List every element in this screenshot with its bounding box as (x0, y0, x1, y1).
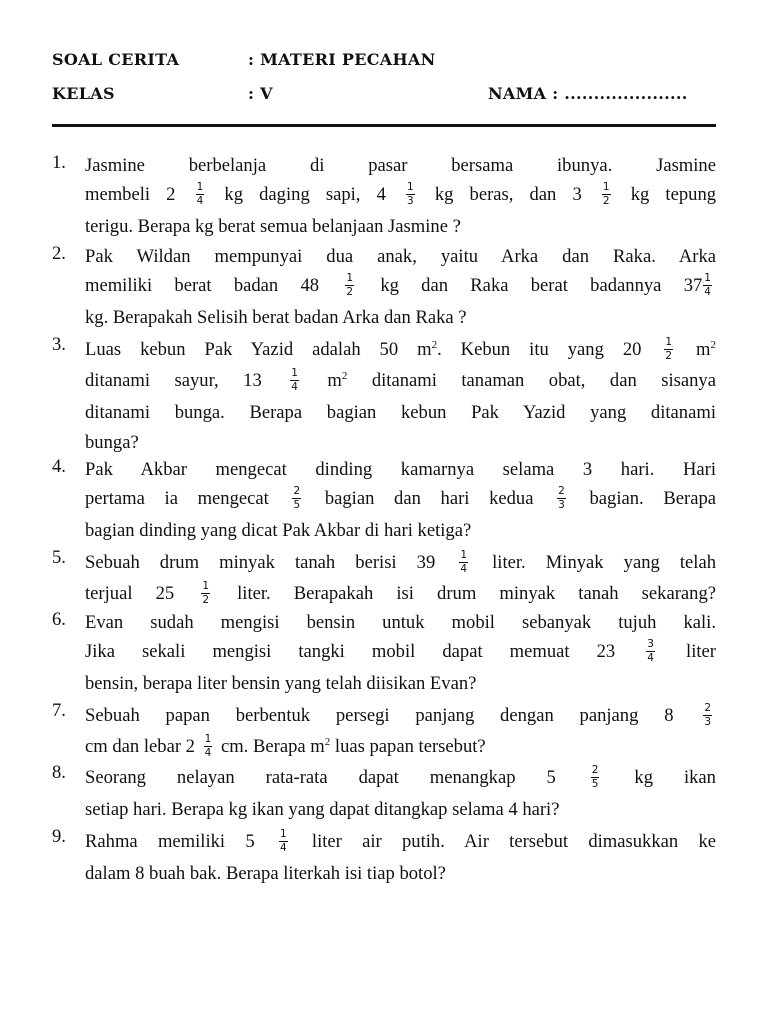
text: Rahma memiliki 5 (85, 831, 255, 852)
numerator: 1 (460, 549, 468, 562)
denominator: 2 (665, 350, 673, 363)
denominator: 4 (460, 563, 468, 576)
denominator: 2 (202, 594, 209, 607)
question-1 (52, 152, 716, 243)
question-8 (52, 762, 716, 826)
question-line (85, 179, 716, 210)
materi-label: : MATERI PECAHAN (248, 50, 436, 69)
question-line (85, 700, 716, 731)
numerator: 3 (647, 638, 654, 651)
question-line: Pak Wildan mempunyai dua anak, yaitu Arka dan Raka. Arka (85, 246, 716, 267)
question-line (85, 547, 716, 578)
question-line (85, 731, 716, 762)
text: luas papan tersebut? (334, 736, 486, 757)
denominator: 3 (407, 195, 414, 208)
question-number: 1. (52, 152, 66, 173)
question-number: 6. (52, 609, 66, 630)
question-line: dalam 8 buah bak. Berapa literkah isi tiap botol? (85, 863, 446, 884)
text: kg ikan (634, 767, 716, 788)
question-line: ditanami bunga. Berapa bagian kebun Pak Yazid yang ditanami (85, 402, 716, 423)
text: membeli 2 (85, 184, 176, 205)
question-line: Pak Akbar mengecat dinding kamarnya selama 3 hari. Hari (85, 459, 716, 480)
question-number: 4. (52, 456, 66, 477)
text: bagian dan hari kedua (324, 488, 534, 509)
fraction (703, 703, 712, 728)
question-number: 8. (52, 762, 66, 783)
question-number: 7. (52, 700, 66, 721)
question-list (52, 152, 716, 890)
numerator: 1 (602, 181, 610, 194)
question-2 (52, 243, 716, 334)
question-line (85, 636, 716, 667)
text: . Kebun itu yang 20 (437, 339, 642, 360)
kelas-label: KELAS (52, 84, 115, 103)
text: pertama ia mengecat (85, 488, 269, 509)
text: cm dan lebar 2 (85, 736, 195, 757)
numerator: 1 (704, 272, 711, 285)
fraction (591, 765, 600, 790)
question-line: Jasmine berbelanja di pasar bersama ibunya. Jasmine (85, 155, 716, 176)
text: liter. Berapakah isi drum minyak tanah sekarang? (237, 583, 716, 604)
question-line (85, 578, 716, 609)
fraction (290, 368, 299, 393)
text: Luas kebun Pak Yazid adalah 50 m (85, 339, 432, 360)
numerator: 1 (291, 367, 298, 380)
fraction (292, 486, 301, 511)
question-line: terigu. Berapa kg berat semua belanjaan Jasmine ? (85, 216, 461, 237)
text: terjual 25 (85, 583, 175, 604)
denominator: 4 (704, 286, 711, 299)
numerator: 1 (196, 181, 204, 194)
question-line (85, 762, 716, 793)
text: bagian. Berapa (589, 488, 716, 509)
fraction (345, 273, 354, 298)
denominator: 5 (293, 499, 301, 512)
denominator: 4 (647, 652, 654, 665)
text: kg dan Raka berat badannya 37 (380, 275, 703, 296)
question-9 (52, 826, 716, 890)
numerator: 1 (279, 828, 287, 841)
question-line: bensin, berapa liter bensin yang telah diisikan Evan? (85, 673, 477, 694)
denominator: 4 (291, 381, 298, 394)
soal-cerita-label: SOAL CERITA (52, 50, 180, 69)
numerator: 1 (346, 272, 354, 285)
text: ditanami sayur, 13 (85, 370, 262, 391)
numerator: 2 (293, 485, 301, 498)
question-line: bagian dinding yang dicat Pak Akbar di hari ketiga? (85, 520, 472, 541)
text: ditanami tanaman obat, dan sisanya (371, 370, 716, 391)
text: memiliki berat badan 48 (85, 275, 320, 296)
question-5 (52, 547, 716, 609)
text: m (696, 339, 711, 360)
numerator: 2 (591, 764, 599, 777)
text: Jika sekali mengisi tangki mobil dapat memuat 23 (85, 641, 616, 662)
denominator: 4 (204, 747, 212, 760)
fraction (557, 486, 566, 511)
superscript: 2 (710, 339, 716, 351)
denominator: 3 (704, 716, 712, 729)
question-6 (52, 609, 716, 700)
text: Sebuah drum minyak tanah berisi 39 (85, 552, 436, 573)
denominator: 4 (279, 842, 287, 855)
question-3 (52, 334, 716, 456)
numerator: 1 (202, 580, 209, 593)
text: Sebuah papan berbentuk persegi panjang dengan panjang 8 (85, 705, 674, 726)
question-number: 5. (52, 547, 66, 568)
question-line (85, 365, 716, 396)
question-line (85, 826, 716, 857)
question-line (85, 483, 716, 514)
fraction (664, 337, 673, 362)
superscript: 2 (341, 370, 348, 382)
denominator: 4 (196, 195, 204, 208)
text: cm. Berapa m (220, 736, 325, 757)
question-line: kg. Berapakah Selisih berat badan Arka dan Raka ? (85, 307, 467, 328)
numerator: 1 (665, 336, 673, 349)
text: liter (686, 641, 716, 662)
kelas-value: : V (248, 84, 273, 103)
fraction (201, 581, 210, 606)
text: liter. Minyak yang telah (492, 552, 716, 573)
text: kg daging sapi, 4 (224, 184, 386, 205)
question-line: Evan sudah mengisi bensin untuk mobil sebanyak tujuh kali. (85, 612, 716, 633)
denominator: 2 (346, 286, 354, 299)
superscript: 2 (431, 339, 438, 351)
text: kg beras, dan 3 (434, 184, 582, 205)
question-4 (52, 456, 716, 547)
fraction (459, 550, 468, 575)
text: kg tepung (630, 184, 717, 205)
superscript: 2 (324, 736, 331, 748)
denominator: 3 (558, 499, 565, 512)
fraction (406, 182, 415, 207)
numerator: 1 (407, 181, 414, 194)
fraction (703, 273, 712, 298)
header-divider (52, 124, 716, 127)
question-line: setiap hari. Berapa kg ikan yang dapat ditangkap selama 4 hari? (85, 799, 560, 820)
fraction (602, 182, 611, 207)
text: Seorang nelayan rata-rata dapat menangkap 5 (85, 767, 556, 788)
fraction (646, 639, 655, 664)
text: m (327, 370, 342, 391)
question-number: 3. (52, 334, 66, 355)
numerator: 2 (704, 702, 712, 715)
question-line (85, 270, 716, 301)
denominator: 2 (602, 195, 610, 208)
question-7 (52, 700, 716, 762)
question-line (85, 334, 716, 365)
numerator: 2 (558, 485, 565, 498)
fraction (196, 182, 205, 207)
nama-field: NAMA : ..................... (488, 84, 688, 103)
text: liter air putih. Air tersebut dimasukkan ke (311, 831, 716, 852)
fraction (279, 829, 288, 854)
question-number: 2. (52, 243, 66, 264)
question-number: 9. (52, 826, 66, 847)
fraction (204, 734, 213, 759)
denominator: 5 (591, 778, 599, 791)
numerator: 1 (204, 733, 212, 746)
question-line: bunga? (85, 432, 139, 453)
